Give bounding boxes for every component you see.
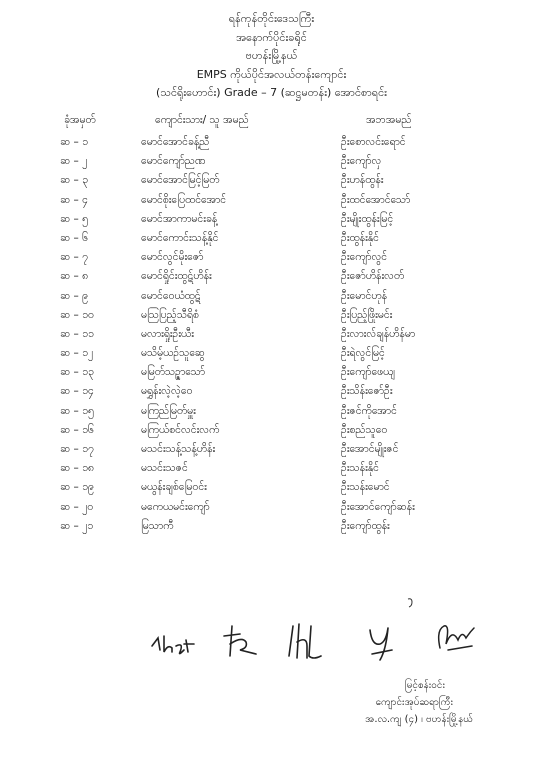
document-header bbox=[0, 10, 543, 103]
father-name: ဦးဟန်ထွန်း bbox=[341, 174, 384, 187]
table-row bbox=[0, 325, 543, 344]
seat-number: ဆ – ၂၁ bbox=[60, 519, 94, 532]
student-name: မကြည်မြတ်မှူး bbox=[141, 404, 196, 417]
table-row bbox=[0, 478, 543, 497]
seat-number: ဆ – ၁၄ bbox=[60, 385, 94, 398]
table-row bbox=[0, 344, 543, 363]
student-name: မသြပြည့်သီရိစံ bbox=[141, 308, 199, 321]
table-row bbox=[0, 498, 543, 517]
column-header-student-name: ကျောင်းသား/ သူ အမည် bbox=[155, 114, 249, 126]
table-row bbox=[0, 402, 543, 421]
father-name: ဦးကျော်လှ bbox=[341, 155, 382, 168]
student-name: မောင်အောင်ခန့်ညီ bbox=[141, 136, 210, 148]
student-name: မလားရှိုးဦးယီး bbox=[141, 327, 194, 340]
student-name: မောင်ရှိုင်းထွဋ်ဟိန်း bbox=[141, 270, 212, 283]
father-name: ဦးကျော်လွင် bbox=[341, 251, 388, 264]
seat-number: ဆ – ၁၀ bbox=[60, 308, 94, 321]
results-table bbox=[0, 133, 543, 536]
principal-name: မြင့်စန်းဝင်း bbox=[405, 680, 445, 691]
seat-number: ဆ – ၅ bbox=[60, 212, 88, 225]
father-name: ဦးလားလ်ချန်ဟိန်မာ bbox=[341, 327, 416, 340]
signature-4 bbox=[366, 624, 398, 664]
seat-number: ဆ – ၃ bbox=[60, 174, 88, 187]
seat-number: ဆ – ၂ bbox=[60, 155, 88, 168]
student-name: မယွန်းချစ်မြေဝင်း bbox=[141, 481, 207, 494]
table-row bbox=[0, 171, 543, 190]
signature-5 bbox=[434, 620, 478, 658]
district-line: အနောက်ပိုင်းခရိုင် bbox=[236, 30, 307, 44]
student-name: မကြယ်စင်လင်းလက် bbox=[141, 423, 220, 436]
student-name: မြသာကီ bbox=[141, 519, 174, 532]
student-name: မသင်းသဇင် bbox=[141, 462, 188, 475]
father-name: ဦးဇော်ဟိန်းလတ် bbox=[341, 270, 405, 283]
seat-number: ဆ – ၂၀ bbox=[60, 500, 94, 513]
table-row bbox=[0, 363, 543, 382]
table-row bbox=[0, 287, 543, 306]
seat-number: ဆ – ၈ bbox=[60, 270, 89, 283]
principal-title: ကျောင်းအုပ်ဆရာကြီး bbox=[375, 697, 453, 708]
table-row bbox=[0, 210, 543, 229]
table-row bbox=[0, 421, 543, 440]
table-row bbox=[0, 267, 543, 286]
father-name: ဦးထွန်းနိုင် bbox=[341, 231, 379, 244]
signature-1 bbox=[150, 632, 196, 658]
signature-3 bbox=[285, 622, 325, 662]
seat-number: ဆ – ၁၈ bbox=[60, 462, 94, 475]
table-row bbox=[0, 459, 543, 478]
student-name: မောင်ကောင်းသန့်နိုင် bbox=[141, 231, 219, 244]
seat-number: ဆ – ၁၇ bbox=[60, 443, 94, 455]
principal-office: အ.လ.ကျ (၄) ၊ ဗဟန်းမြို့နယ် bbox=[365, 714, 473, 725]
student-name: မောင်စိုးပြေထင်အောင် bbox=[141, 193, 227, 206]
seat-number: ဆ – ၁ bbox=[60, 136, 88, 148]
student-name: မသင်းသန့်သန့်ဟိန်း bbox=[141, 443, 216, 455]
father-name: ဦးပြည့်ဖြိုးမင်း bbox=[341, 308, 393, 321]
table-row bbox=[0, 382, 543, 401]
document-title: (သင်ရိုးဟောင်း) Grade – 7 (ဆဋ္ဌမတန်း) အောင်စာရင်း bbox=[156, 86, 387, 99]
column-header-father-name: အဘအမည် bbox=[366, 114, 412, 126]
father-name: ဦးအောင်မျိုးဇင် bbox=[341, 443, 399, 455]
seat-number: ဆ – ၉ bbox=[60, 289, 88, 302]
father-name: ဦးရဲလွင်မြင့် bbox=[341, 347, 385, 360]
student-name: မရွှန်းလဲ့လဲ့ဝေ bbox=[141, 385, 193, 398]
student-name: မောင်လွင်မိုးဇော် bbox=[141, 251, 204, 264]
father-name: ဦးဇင်ကိုအောင် bbox=[341, 404, 397, 417]
seat-number: ဆ – ၆ bbox=[60, 231, 88, 244]
table-row bbox=[0, 517, 543, 536]
signature-2 bbox=[222, 624, 260, 660]
seat-number: ဆ – ၄ bbox=[60, 193, 88, 206]
table-row bbox=[0, 152, 543, 171]
student-name: မသိမ့်ယဉ်သူဆွေ bbox=[141, 347, 205, 360]
region-line: ရန်ကုန်တိုင်းဒေသကြီး bbox=[228, 12, 315, 25]
seat-number: ဆ – ၁၁ bbox=[60, 327, 94, 340]
seat-number: ဆ – ၁၃ bbox=[60, 366, 94, 379]
seat-number: ဆ – ၁၂ bbox=[60, 347, 94, 360]
father-name: ဦးအောင်ကျော်ဆန်း bbox=[341, 500, 415, 513]
table-row bbox=[0, 229, 543, 248]
seat-number: ဆ – ၁၉ bbox=[60, 481, 94, 494]
seat-number: ဆ – ၁၅ bbox=[60, 404, 94, 417]
father-name: ဦးစည်သူဝေ bbox=[341, 423, 388, 436]
table-row bbox=[0, 191, 543, 210]
student-name: မောင်ဝေယံထွဋ် bbox=[141, 289, 201, 302]
seat-number: ဆ – ၁၆ bbox=[60, 423, 94, 436]
student-name: မောင်အောင်မြင့်မြတ် bbox=[141, 174, 220, 187]
student-name: မောင်ကျော်ညဏ bbox=[141, 155, 206, 168]
father-name: ဦးသန်းမောင် bbox=[341, 481, 390, 494]
column-header-seat-no: ခုံအမှတ် bbox=[64, 114, 96, 126]
table-row bbox=[0, 248, 543, 267]
seat-number: ဆ – ၇ bbox=[60, 251, 88, 264]
table-row bbox=[0, 306, 543, 325]
father-name: ဦးမောင်ဟုန် bbox=[341, 289, 388, 302]
committee-signatures bbox=[0, 618, 543, 678]
father-name: ဦးထင်အောင်သော် bbox=[341, 193, 411, 206]
table-row bbox=[0, 440, 543, 459]
pen-mark bbox=[406, 597, 416, 609]
father-name: ဦးစောလင်းရောင် bbox=[341, 136, 406, 148]
township-line: ဗဟန်းမြို့နယ် bbox=[245, 49, 298, 62]
school-name-line: EMPS ကိုယ်ပိုင်အလယ်တန်းကျောင်း bbox=[196, 67, 347, 81]
student-name: မကေယမင်းကျော် bbox=[141, 500, 210, 513]
father-name: ဦးသိန်းဇော်ဦး bbox=[341, 385, 393, 398]
father-name: ဦးကျော်ထွန်း bbox=[341, 519, 390, 532]
father-name: ဦးကျော်ဖေယျ bbox=[341, 366, 395, 379]
father-name: ဦးသန်းနိုင် bbox=[341, 462, 379, 475]
student-name: မမြတ်သဥ္ဇာသော် bbox=[141, 366, 206, 379]
father-name: ဦးမျိုးထွန်းမြင့် bbox=[341, 212, 394, 225]
student-name: မောင်အာကာမင်းခန့် bbox=[141, 212, 218, 225]
table-row bbox=[0, 133, 543, 152]
